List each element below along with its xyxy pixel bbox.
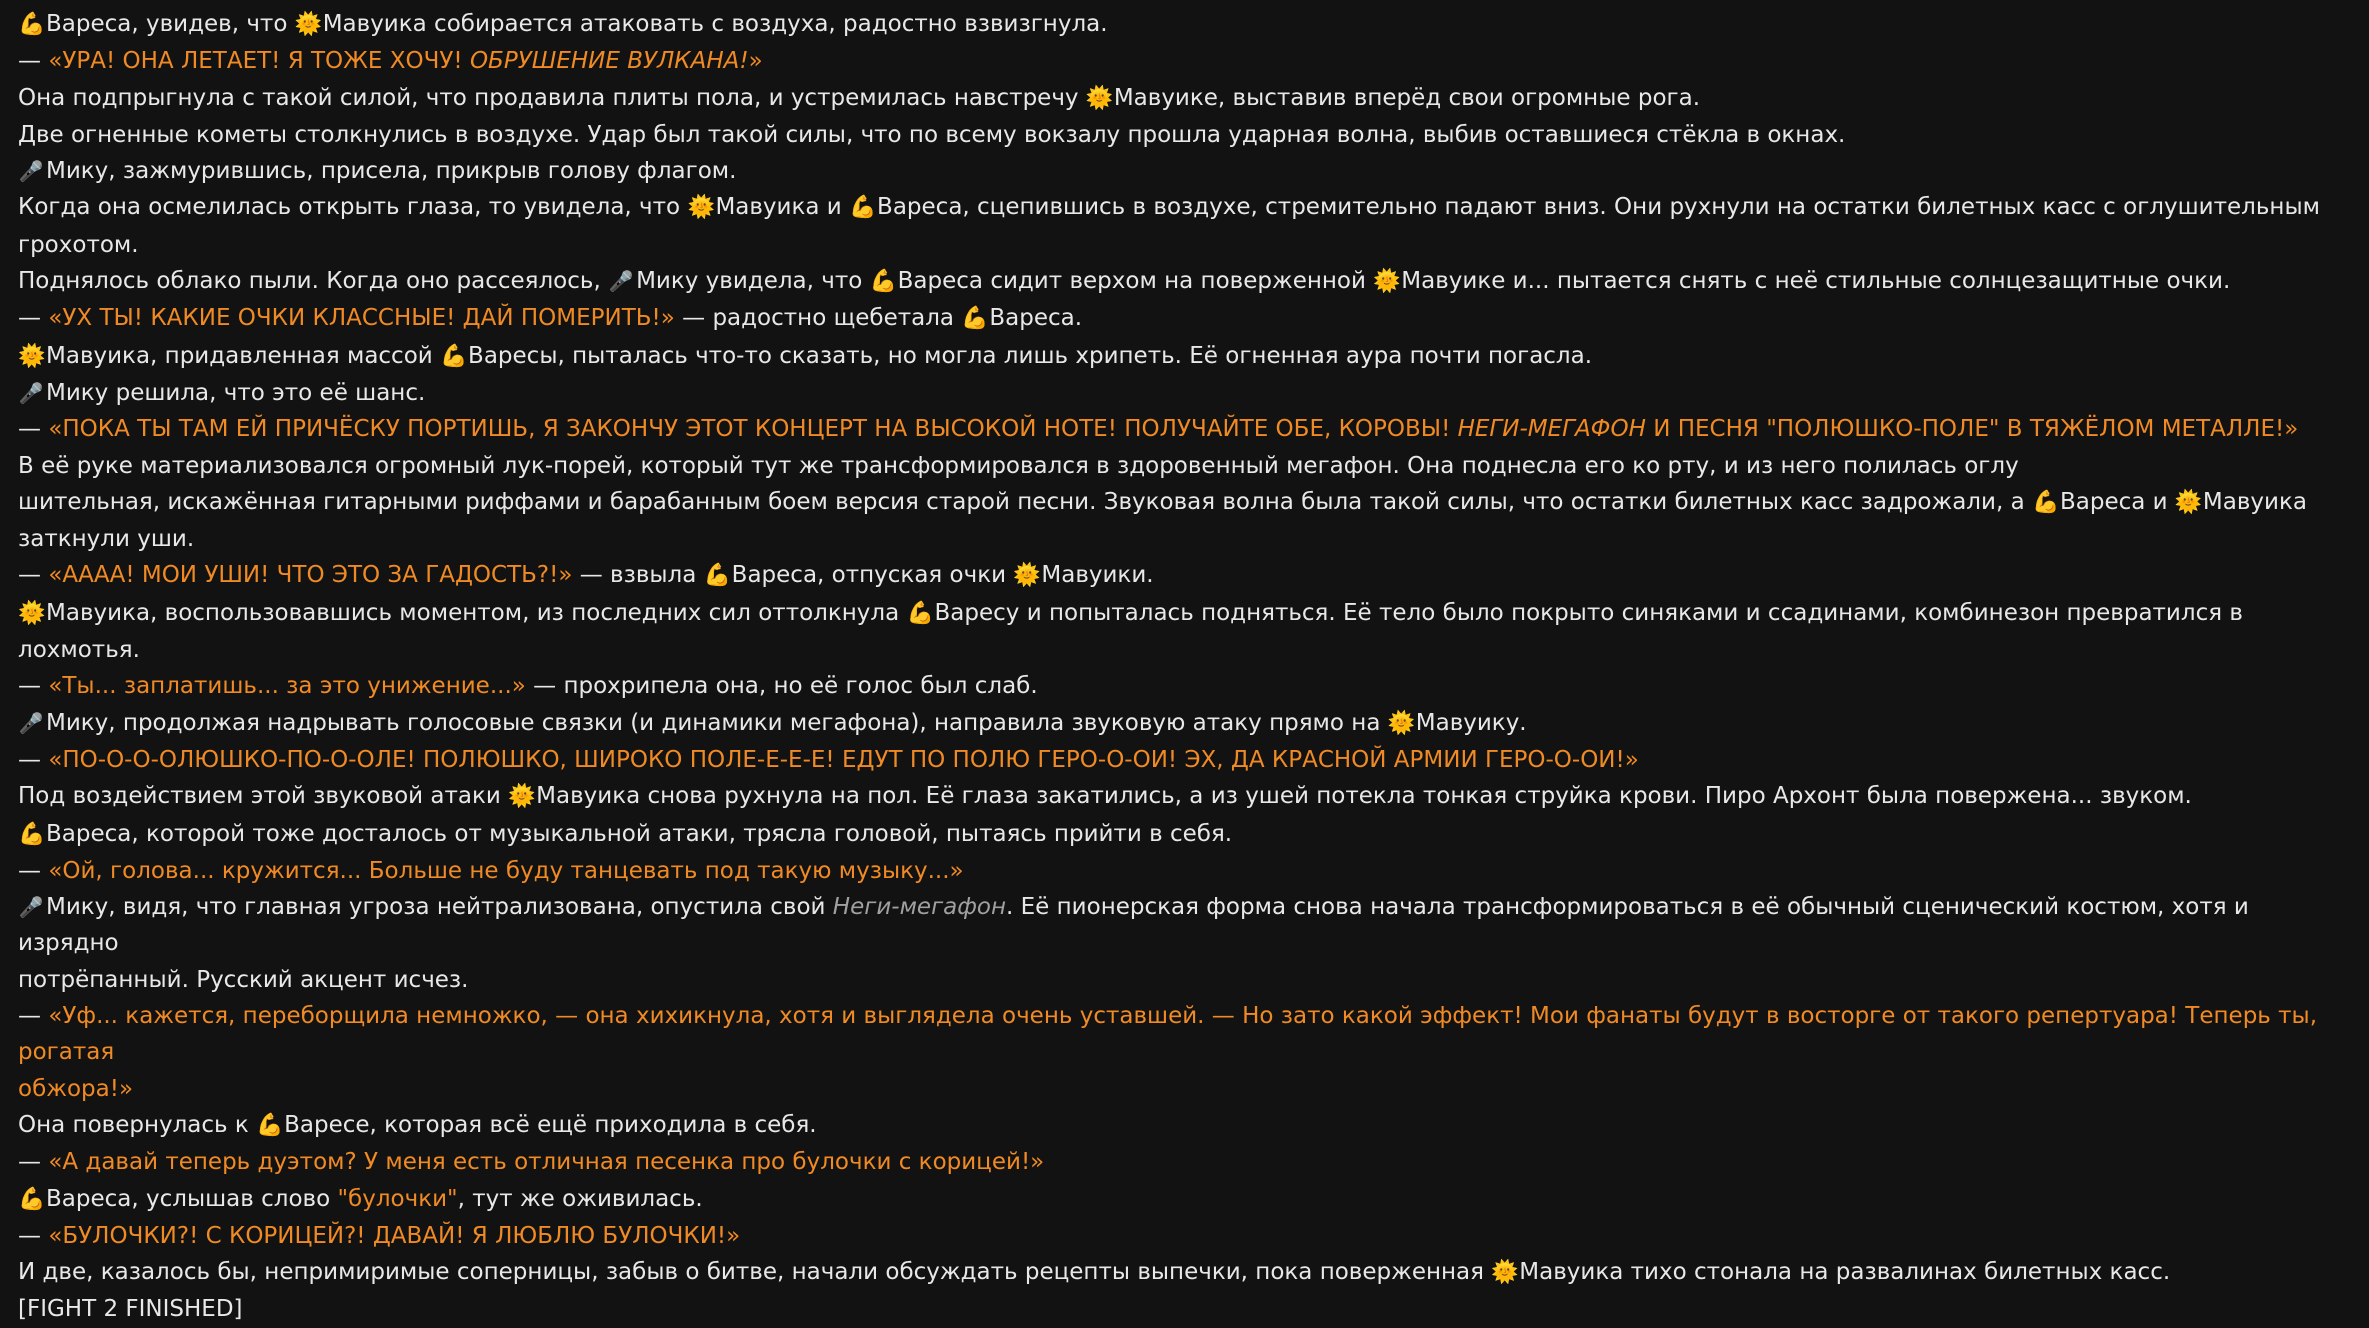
story-line — [18, 853, 2339, 889]
narration-text: — — [18, 562, 49, 589]
narration-text: — прохрипела она, но её голос был слаб. — [525, 673, 1038, 700]
sun-icon: 🌞 — [2174, 489, 2203, 515]
story-line — [18, 80, 2339, 117]
narration-text: Мику увидела, что — [636, 268, 870, 295]
bicep-icon: 💪 — [18, 1186, 46, 1212]
story-line — [18, 595, 2339, 669]
story-line — [18, 448, 2339, 484]
dialogue-text: "булочки" — [337, 1185, 458, 1212]
story-line — [18, 778, 2339, 815]
narration-text: Когда она осмелилась открыть глаза, то увидела, что — [18, 194, 688, 221]
story-line — [18, 6, 2339, 43]
dialogue-text: «Ты... заплатишь... за это унижение...» — [48, 673, 526, 700]
narration-text: Вареса и — [2059, 488, 2175, 515]
dialogue-text: «Ой, голова... кружится... Больше не буду танцевать под такую музыку...» — [48, 857, 964, 884]
mic-icon: 🎤 — [18, 895, 44, 920]
bicep-icon: 💪 — [18, 12, 46, 37]
narration-text: Под воздействием этой звуковой атаки — [18, 783, 509, 810]
sun-icon: 🌞 — [1387, 710, 1416, 736]
story-line — [18, 189, 2339, 226]
bicep-icon: 💪 — [440, 343, 468, 369]
story-line — [18, 411, 2339, 447]
narration-text: Мавуика тихо стонала на развалинах билетных касс. — [1519, 1259, 2171, 1286]
narration-text: Вареса, которой тоже досталось от музыкальной атаки, трясла головой, пытаясь прийти в себя. — [46, 820, 1233, 847]
story-line — [18, 668, 2339, 704]
story-line — [18, 263, 2339, 300]
story-line — [18, 998, 2339, 1071]
story-line — [18, 117, 2339, 153]
narration-text: потрёпанный. Русский акцент исчез. — [18, 966, 469, 993]
sun-icon: 🌞 — [508, 784, 536, 810]
dialogue-text: «Уф... кажется, переборщила немножко, — она хихикнула, хотя и выглядела очень уставшей. — Но зато какой эффект! Мои фанаты будут в восторге от такого репертуара! Теперь ты, рогатая — [18, 1003, 2318, 1066]
narration-text: Мику решила, что это её шанс. — [46, 379, 426, 406]
narration-text: — — [18, 1003, 49, 1030]
story-line — [18, 521, 2339, 557]
narration-text: Вареса, отпуская очки — [731, 562, 1014, 589]
narration-text: Мавуики. — [1041, 562, 1154, 589]
story-line — [18, 1254, 2339, 1291]
narration-text: Вареса. — [989, 305, 1083, 332]
narration-text: — — [18, 857, 49, 884]
story-line — [18, 1181, 2339, 1218]
bicep-icon: 💪 — [18, 821, 46, 847]
narration-text: , тут же оживилась. — [457, 1185, 703, 1212]
story-line — [18, 300, 2339, 337]
story-line — [18, 227, 2339, 263]
narration-text: . Её пионерская форма снова начала трансформироваться в её обычный сценический костюм, хотя и изрядно — [18, 894, 2249, 957]
narration-text: — — [18, 416, 49, 443]
narration-text: — радостно щебетала — [674, 305, 962, 332]
narration-text: — — [18, 48, 49, 75]
narration-text: Мику, зажмурившись, присела, прикрыв голову флагом. — [46, 158, 737, 185]
narration-text: — — [18, 1149, 49, 1176]
narration-text: заткнули уши. — [18, 526, 195, 553]
narration-text: Мавуика собирается атаковать с воздуха, радостно взвизгнула. — [322, 11, 1108, 37]
bicep-icon: 💪 — [849, 195, 877, 221]
narration-text: Мавуика и — [715, 194, 850, 221]
narration-text: — — [18, 673, 49, 700]
narration-text: Мавуика — [2202, 488, 2307, 515]
narration-text: [FIGHT 2 FINISHED] — [18, 1296, 243, 1323]
dialogue-text: «ПОКА ТЫ ТАМ ЕЙ ПРИЧЁСКУ ПОРТИШЬ, Я ЗАКОНЧУ ЭТОТ КОНЦЕРТ НА ВЫСОКОЙ НОТЕ! ПОЛУЧАЙТЕ ОБЕ, КОРОВЫ! — [48, 416, 1458, 443]
bicep-icon: 💪 — [869, 269, 898, 295]
narration-text: Вареса сидит верхом на поверженной — [897, 268, 1374, 295]
bicep-icon: 💪 — [906, 600, 934, 626]
narration-text: шительная, искажённая гитарными риффами и барабанным боем версия старой песни. Звуковая волна была такой силы, что остатки билетных касс задрожали, а — [18, 488, 2032, 515]
emphasis-text: Неги-мегафон — [832, 894, 1007, 921]
story-line — [18, 484, 2339, 521]
dialogue-text: «ПО-О-О-ОЛЮШКО-ПО-О-ОЛЕ! ПОЛЮШКО, ШИРОКО ПОЛЕ-Е-Е-Е! ЕДУТ ПО ПОЛЮ ГЕРО-О-ОИ! ЭХ, ДА КРАСНОЙ АРМИИ ГЕРО-О-ОИ!» — [48, 746, 1639, 773]
sun-icon: 🌞 — [18, 600, 46, 626]
story-line — [18, 889, 2339, 962]
narration-text: Варесе, которая всё ещё приходила в себя. — [284, 1111, 817, 1138]
sun-icon: 🌞 — [687, 195, 715, 221]
narration-text: — — [18, 746, 49, 773]
dialogue-emphasis-text: ОБРУШЕНИЕ ВУЛКАНА! — [469, 48, 749, 75]
mic-icon: 🎤 — [18, 710, 44, 735]
sun-icon: 🌞 — [1013, 563, 1041, 589]
sun-icon: 🌞 — [1373, 269, 1401, 295]
dialogue-text: обжора!» — [18, 1075, 134, 1102]
sun-icon: 🌞 — [1491, 1260, 1519, 1286]
story-line — [18, 1071, 2339, 1107]
narration-text: Она повернулась к — [18, 1111, 257, 1138]
narration-text: Мавуике и... пытается снять с неё стильные солнцезащитные очки. — [1401, 268, 2231, 295]
narration-text: Две огненные кометы столкнулись в воздухе. Удар был такой силы, что по всему вокзалу прошла ударная волна, выбив оставшиеся стёкла в окнах. — [18, 121, 1846, 148]
narration-text: И две, казалось бы, непримиримые соперницы, забыв о битве, начали обсуждать рецепты выпечки, пока поверженная — [18, 1259, 1492, 1286]
bicep-icon: 💪 — [256, 1112, 284, 1138]
narration-text: Мавуика, воспользовавшись моментом, из последних сил оттолкнула — [46, 599, 907, 626]
narration-text: Вареса, услышав слово — [46, 1185, 338, 1212]
narration-text: Мику, видя, что главная угроза нейтрализована, опустила свой — [46, 894, 833, 921]
narration-text: Варесу и попыталась подняться. Её тело было покрыто синяками и ссадинами, комбинезон превратился в лохмотья. — [18, 599, 2243, 664]
story-line — [18, 153, 2339, 189]
story-line — [18, 1291, 2339, 1327]
narration-text: Она подпрыгнула с такой силой, что продавила плиты пола, и устремилась навстречу — [18, 84, 1086, 111]
narration-text: Мику, продолжая надрывать голосовые связки (и динамики мегафона), направила звуковую атаку прямо на — [46, 709, 1388, 736]
story-line — [18, 375, 2339, 411]
story-line — [18, 1144, 2339, 1180]
narration-text: — — [18, 305, 49, 332]
bicep-icon: 💪 — [961, 306, 989, 332]
dialogue-text: «А давай теперь дуэтом? У меня есть отличная песенка про булочки с корицей!» — [48, 1149, 1045, 1176]
dialogue-text: » — [748, 48, 763, 75]
story-line — [18, 816, 2339, 853]
story-line — [18, 557, 2339, 594]
narration-text: грохотом. — [18, 231, 139, 258]
sun-icon: 🌞 — [294, 12, 323, 37]
narration-text: Мавуике, выставив вперёд свои огромные рога. — [1113, 84, 1701, 111]
story-line — [18, 1218, 2339, 1254]
story-line — [18, 705, 2339, 742]
dialogue-text: «УРА! ОНА ЛЕТАЕТ! Я ТОЖЕ ХОЧУ! — [48, 48, 470, 75]
narration-text: Поднялось облако пыли. Когда оно рассеялось, — [18, 268, 609, 295]
narration-text: Вареса, сцепившись в воздухе, стремительно падают вниз. Они рухнули на остатки билетных касс с оглушительным — [877, 194, 2320, 221]
narration-text: — взвыла — [572, 562, 704, 589]
narration-text: Мавуика снова рухнула на пол. Её глаза закатились, а из ушей потекла тонкая струйка крови. Пиро Архонт была повержена... звуком. — [536, 783, 2192, 810]
narration-text: Вареса, увидев, что — [46, 11, 295, 37]
story-line — [18, 43, 2339, 79]
dialogue-text: «АААА! МОИ УШИ! ЧТО ЭТО ЗА ГАДОСТЬ?!» — [48, 562, 573, 589]
story-line — [18, 1107, 2339, 1144]
mic-icon: 🎤 — [18, 159, 44, 184]
story-line — [18, 962, 2339, 998]
story-line — [18, 742, 2339, 778]
bicep-icon: 💪 — [2031, 489, 2060, 515]
narration-text: Варесы, пыталась что-то сказать, но могла лишь хрипеть. Её огненная аура почти погасла. — [468, 342, 1593, 369]
dialogue-text: И ПЕСНЯ "ПОЛЮШКО-ПОЛЕ" В ТЯЖЁЛОМ МЕТАЛЛЕ!» — [1645, 416, 2299, 443]
sun-icon: 🌞 — [18, 343, 46, 369]
narration-text: Мавуика, придавленная массой — [46, 342, 441, 369]
mic-icon: 🎤 — [18, 380, 44, 405]
narration-text: — — [18, 1222, 49, 1249]
narration-text: Мавуику. — [1415, 709, 1527, 736]
story-line — [18, 338, 2339, 375]
dialogue-text: «УХ ТЫ! КАКИЕ ОЧКИ КЛАССНЫЕ! ДАЙ ПОМЕРИТЬ!» — [48, 305, 675, 332]
dialogue-emphasis-text: НЕГИ-МЕГАФОН — [1457, 416, 1646, 443]
sun-icon: 🌞 — [1085, 85, 1114, 111]
narration-text: В её руке материализовался огромный лук-порей, который тут же трансформировался в здоровенный мегафон. Она поднесла его ко рту, и из него полилась оглу — [18, 452, 2019, 479]
mic-icon: 🎤 — [608, 269, 634, 294]
story-text — [0, 6, 2369, 1328]
bicep-icon: 💪 — [703, 563, 732, 589]
dialogue-text: «БУЛОЧКИ?! С КОРИЦЕЙ?! ДАВАЙ! Я ЛЮБЛЮ БУЛОЧКИ!» — [48, 1222, 741, 1249]
